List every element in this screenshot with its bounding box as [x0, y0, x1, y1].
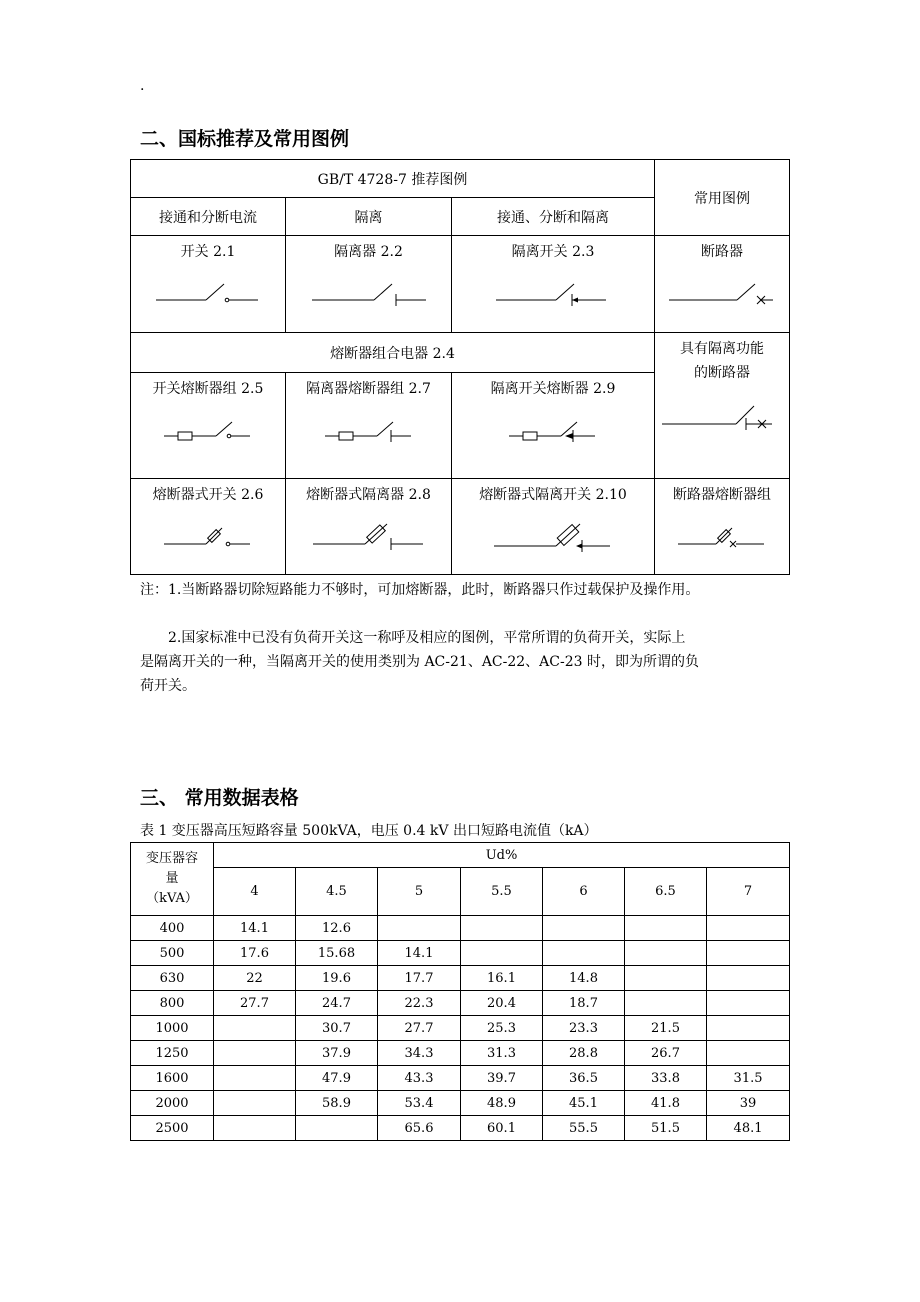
table-row [131, 1116, 790, 1141]
label-fuse-isolator: 熔断器式隔离器 2.8 [306, 487, 431, 503]
capacity-cell: 500 [131, 941, 214, 966]
table-row [131, 1041, 790, 1066]
current-value-cell: 28.8 [543, 1041, 625, 1066]
isolator-symbol-icon [304, 275, 434, 309]
ud-value-header: 5.5 [461, 868, 543, 916]
current-value-cell: 18.7 [543, 991, 625, 1016]
current-value-cell: 21.5 [625, 1016, 707, 1041]
isolating-switch-fuse-symbol-icon [503, 412, 603, 446]
col-header-switching: 接通和分断电流 [131, 198, 286, 236]
cell-isolator-fuse [286, 373, 452, 479]
current-value-cell: 14.8 [543, 966, 625, 991]
table-row [131, 1066, 790, 1091]
current-value-cell [543, 916, 625, 941]
breaker-fuse-symbol-icon [672, 518, 772, 552]
current-value-cell: 25.3 [461, 1016, 543, 1041]
current-value-cell: 17.7 [378, 966, 461, 991]
cell-switch [131, 236, 286, 333]
ud-value-header: 5 [378, 868, 461, 916]
capacity-cell: 1000 [131, 1016, 214, 1041]
circuit-breaker-symbol-icon [667, 275, 777, 309]
current-value-cell: 55.5 [543, 1116, 625, 1141]
current-value-cell: 20.4 [461, 991, 543, 1016]
section-2-title: 二、国标推荐及常用图例 [140, 128, 350, 150]
capacity-cell: 2500 [131, 1116, 214, 1141]
current-value-cell [214, 1116, 296, 1141]
current-value-cell [543, 941, 625, 966]
current-value-cell: 37.9 [296, 1041, 378, 1066]
label-switch: 开关 2.1 [180, 244, 236, 260]
label-isolator-fuse: 隔离器熔断器组 2.7 [306, 381, 431, 397]
cell-isolating-switch-fuse [452, 373, 655, 479]
cell-isolating-breaker [655, 333, 790, 479]
common-header: 常用图例 [655, 160, 790, 236]
current-value-cell: 31.3 [461, 1041, 543, 1066]
current-value-cell [625, 966, 707, 991]
current-value-cell: 47.9 [296, 1066, 378, 1091]
current-value-cell: 22.3 [378, 991, 461, 1016]
capacity-cell: 630 [131, 966, 214, 991]
ud-header: Ud% [214, 843, 790, 868]
section-3-title: 三、 常用数据表格 [140, 787, 299, 809]
isolating-breaker-symbol-icon [660, 392, 785, 432]
current-value-cell [461, 941, 543, 966]
current-value-cell: 65.6 [378, 1116, 461, 1141]
label-fuse-switch: 熔断器式开关 2.6 [152, 487, 264, 503]
cell-fuse-isolator [286, 479, 452, 575]
current-value-cell: 27.7 [214, 991, 296, 1016]
cell-isolating-switch [452, 236, 655, 333]
current-value-cell [214, 1066, 296, 1091]
table-row [131, 966, 790, 991]
ud-value-header: 6.5 [625, 868, 707, 916]
current-value-cell [378, 916, 461, 941]
current-value-cell: 22 [214, 966, 296, 991]
label-isolating-breaker-line1: 具有隔离功能 [680, 341, 764, 357]
cell-switch-fuse [131, 373, 286, 479]
current-value-cell: 58.9 [296, 1091, 378, 1116]
current-value-cell [214, 1041, 296, 1066]
current-value-cell: 26.7 [625, 1041, 707, 1066]
current-value-cell [707, 966, 790, 991]
label-fuse-isolating-switch: 熔断器式隔离开关 2.10 [479, 487, 627, 503]
current-value-cell [625, 941, 707, 966]
current-value-cell: 53.4 [378, 1091, 461, 1116]
current-value-cell: 34.3 [378, 1041, 461, 1066]
current-value-cell: 31.5 [707, 1066, 790, 1091]
cell-fuse-switch [131, 479, 286, 575]
col-header-switch-isolation: 接通、分断和隔离 [452, 198, 655, 236]
switch-symbol-icon [148, 275, 268, 309]
current-value-cell: 60.1 [461, 1116, 543, 1141]
current-value-cell: 14.1 [378, 941, 461, 966]
table-row [131, 916, 790, 941]
note-2-line-3: 荷开关。 [140, 678, 196, 694]
current-value-cell: 24.7 [296, 991, 378, 1016]
current-value-cell: 41.8 [625, 1091, 707, 1116]
current-value-cell [625, 991, 707, 1016]
table-1-caption: 表 1 变压器高压短路容量 500kVA，电压 0.4 kV 出口短路电流值（kA） [140, 823, 598, 839]
fuse-switch-symbol-icon [158, 518, 258, 552]
row-header-line-2: 量 [165, 871, 179, 886]
label-circuit-breaker: 断路器 [701, 244, 743, 260]
capacity-cell: 1250 [131, 1041, 214, 1066]
current-value-cell: 48.9 [461, 1091, 543, 1116]
current-value-cell: 27.7 [378, 1016, 461, 1041]
row-header-capacity [131, 843, 214, 916]
ud-value-header: 6 [543, 868, 625, 916]
fuse-isolator-symbol-icon [307, 518, 431, 552]
capacity-cell: 400 [131, 916, 214, 941]
capacity-cell: 2000 [131, 1091, 214, 1116]
current-value-cell [214, 1016, 296, 1041]
note-2 [140, 626, 790, 698]
cell-circuit-breaker [655, 236, 790, 333]
capacity-cell: 1600 [131, 1066, 214, 1091]
label-isolating-switch-fuse: 隔离开关熔断器 2.9 [490, 381, 616, 397]
label-isolating-breaker-line2: 的断路器 [694, 365, 750, 381]
current-value-cell: 30.7 [296, 1016, 378, 1041]
capacity-cell: 800 [131, 991, 214, 1016]
current-value-cell: 48.1 [707, 1116, 790, 1141]
symbol-legend-table [130, 159, 790, 575]
table-row [131, 941, 790, 966]
current-value-cell: 45.1 [543, 1091, 625, 1116]
cell-breaker-fuse [655, 479, 790, 575]
label-isolator: 隔离器 2.2 [334, 244, 403, 260]
col-header-isolation: 隔离 [286, 198, 452, 236]
current-value-cell [296, 1116, 378, 1141]
current-value-cell: 16.1 [461, 966, 543, 991]
label-switch-fuse: 开关熔断器组 2.5 [152, 381, 264, 397]
table-row [131, 991, 790, 1016]
short-circuit-data-table [130, 842, 790, 1141]
ud-value-header: 4.5 [296, 868, 378, 916]
current-value-cell: 14.1 [214, 916, 296, 941]
current-value-cell: 23.3 [543, 1016, 625, 1041]
current-value-cell: 51.5 [625, 1116, 707, 1141]
ud-value-header: 4 [214, 868, 296, 916]
row-header-line-1: 变压器容 [145, 851, 198, 866]
table-row [131, 1091, 790, 1116]
row-header-line-3: （kVA） [146, 891, 198, 906]
current-value-cell [707, 991, 790, 1016]
note-2-line-1: 2.国家标准中已没有负荷开关这一称呼及相应的图例，平常所谓的负荷开关，实际上 [168, 630, 686, 646]
cell-fuse-isolating-switch [452, 479, 655, 575]
current-value-cell [214, 1091, 296, 1116]
current-value-cell: 12.6 [296, 916, 378, 941]
note-1: 注：1.当断路器切除短路能力不够时，可加熔断器，此时，断路器只作过载保护及操作用。 [140, 582, 700, 598]
page-dot: . [140, 78, 145, 94]
current-value-cell [707, 941, 790, 966]
current-value-cell: 19.6 [296, 966, 378, 991]
label-breaker-fuse: 断路器熔断器组 [673, 487, 771, 503]
isolating-switch-symbol-icon [488, 275, 618, 309]
current-value-cell: 39 [707, 1091, 790, 1116]
gbt-header: GB/T 4728-7 推荐图例 [131, 160, 655, 198]
current-value-cell: 15.68 [296, 941, 378, 966]
fuse-isolating-switch-symbol-icon [488, 518, 618, 554]
current-value-cell: 33.8 [625, 1066, 707, 1091]
fuse-combination-header: 熔断器组合电器 2.4 [131, 333, 655, 373]
current-value-cell [707, 916, 790, 941]
current-value-cell: 36.5 [543, 1066, 625, 1091]
ud-value-header: 7 [707, 868, 790, 916]
isolator-fuse-symbol-icon [319, 412, 419, 446]
current-value-cell [707, 1041, 790, 1066]
current-value-cell: 43.3 [378, 1066, 461, 1091]
current-value-cell: 17.6 [214, 941, 296, 966]
note-2-line-2: 是隔离开关的一种，当隔离开关的使用类别为 AC-21、AC-22、AC-23 时，即为所谓的负 [140, 654, 700, 670]
current-value-cell [707, 1016, 790, 1041]
switch-fuse-symbol-icon [158, 412, 258, 446]
cell-isolator [286, 236, 452, 333]
table-row [131, 1016, 790, 1041]
current-value-cell: 39.7 [461, 1066, 543, 1091]
current-value-cell [625, 916, 707, 941]
label-isolating-switch: 隔离开关 2.3 [511, 244, 595, 260]
current-value-cell [461, 916, 543, 941]
